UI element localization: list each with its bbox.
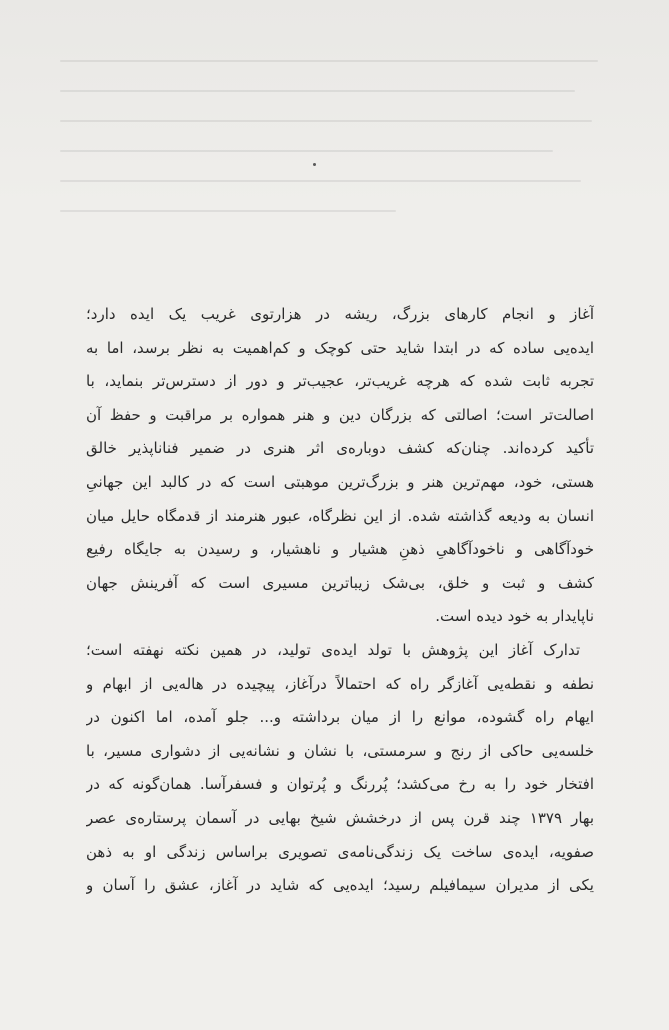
text-line: یکی از مدیران سیمافیلم رسید؛ ایده‌یی که شاید در آغاز، عشق را آسان و (86, 876, 594, 895)
text-line: تأکید کرده‌اند. چنان‌که کشف دوباره‌ی اثر هنری در ضمیر فناناپذیر خالق (86, 439, 594, 458)
text-line: صفویه، ایده‌ی ساخت یک زندگی‌نامه‌ی تصویری براساس زندگی او به ذهن (86, 842, 594, 861)
text-line: ناپایدار به خود دیده است. (435, 607, 594, 626)
text-line: آغاز و انجام کارهای بزرگ، ریشه در هزارتوی غریب یک ایده دارد؛ (86, 305, 594, 323)
paragraph-1 (86, 298, 594, 634)
text-line: اصالت‌تر است؛ اصالتی که بزرگان دین و هنر همواره بر مراقبت و حفظ آن (86, 405, 594, 424)
text-line: تدارک آغاز این پژوهش با تولد ایده‌ی تولید، در همین نکته نهفته است؛ (86, 640, 580, 659)
text-line: کشف و ثبت و خلق، بی‌شک زیباترین مسیری است که آفرینش جهان (86, 573, 594, 592)
ink-speck (313, 163, 316, 166)
body-text (86, 298, 594, 903)
text-line: خلسه‌یی حاکی از رنج و سرمستی، با نشان و نشانه‌یی از دشواری مسیر، با (86, 741, 594, 760)
text-line: نطفه و نقطه‌یی آغازگر راه که احتمالاً درآغاز، پیچیده در هاله‌یی از ابهام و (86, 674, 594, 693)
paragraph-2 (86, 634, 594, 903)
text-line: افتخار خود را به رخ می‌کشد؛ پُررنگ و پُرتوان و فسفرآسا. همان‌گونه که در (86, 775, 594, 794)
text-line: تجربه ثابت شده که هرچه غریب‌تر، عجیب‌تر و دور از دسترس‌تر بنماید، با (86, 372, 594, 391)
text-line: بهار ۱۳۷۹ چند قرن پس از درخشش شیخ بهایی در آسمان پرستاره‌ی عصر (86, 808, 594, 827)
text-line: خودآگاهی و ناخودآگاهیِ ذهنِ هشیار و ناهشیار، و رسیدن به جایگاه رفیع (86, 540, 594, 559)
text-line: ایهام راه گشوده، موانع را از میان برداشته و... جلو آمده، اما اکنون در (86, 708, 594, 727)
text-line: ایده‌یی ساده که در ابتدا شاید حتی کوچک و کم‌اهمیت به نظر برسد، اما به (86, 338, 594, 357)
text-line: انسان به ودیعه گذاشته شده. از این نظرگاه، عبور هنرمند از قدمگاه حایل میان (86, 506, 594, 525)
text-line: هستی، خود، مهم‌ترین هنر و بزرگ‌ترین موهبتی است که در کالبد این جهانیِ (86, 472, 594, 491)
reverse-page-show-through (60, 60, 620, 280)
